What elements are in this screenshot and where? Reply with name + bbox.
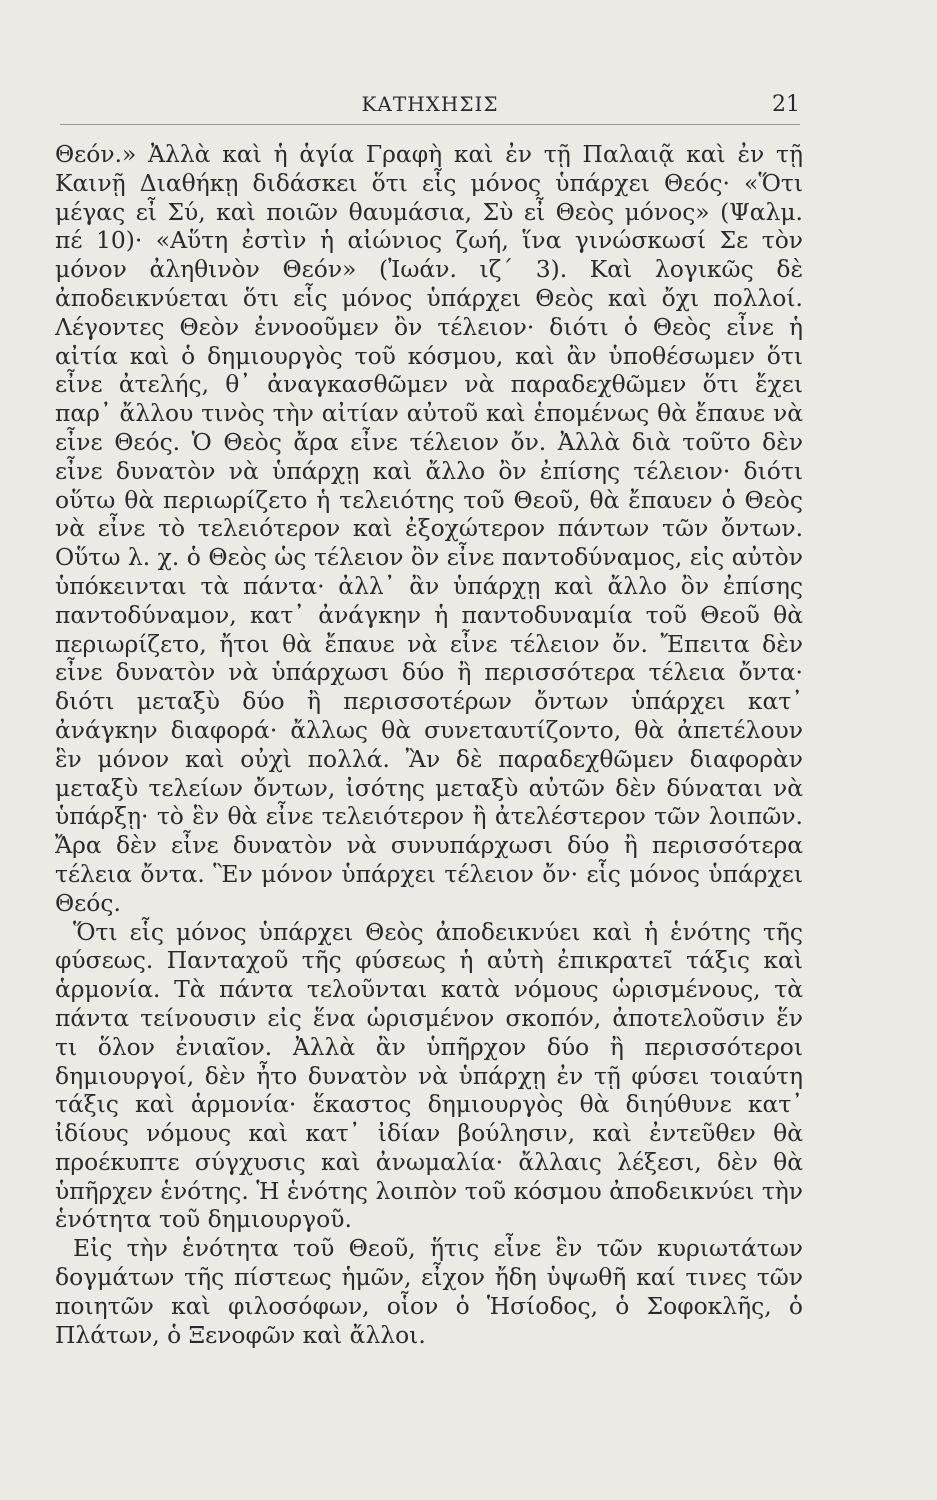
header-rule [60, 124, 800, 125]
paragraph-2: Ὅτι εἷς μόνος ὑπάρχει Θεὸς ἀποδεικνύει καὶ ἡ ἑνότης τῆς φύσεως. Πανταχοῦ τῆς φύσεως ἡ αὐτὴ ἐπικρατεῖ τάξις καὶ ἁρμονία. Τὰ πάντα τελοῦνται κατὰ νόμους ὡρισμένους, τὰ πάντα τείνουσιν εἰς ἕνα ὡρισμένον σκοπόν, ἀποτελοῦσιν ἕν τι ὅλον ἐνιαῖον. Ἀλλὰ ἂν ὑπῆρχον δύο ἢ περισσότεροι δημιουργοί, δὲν ἦτο δυνατὸν νὰ ὑπάρχῃ ἐν τῇ φύσει τοιαύτη τάξις καὶ ἁρμονία· ἕκαστος δημιουργὸς θὰ διηύθυνε κατ᾽ ἰδίους νόμους καὶ κατ᾽ ἰδίαν βούλησιν, καὶ ἐντεῦθεν θὰ προέκυπτε σύγχυσις καὶ ἀνωμαλία· ἄλλαις λέξεσι, δὲν θὰ ὑπῆρχεν ἑνότης. Ἡ ἑνότης λοιπὸν τοῦ κόσμου ἀποδεικνύει τὴν ἑνότητα τοῦ δημιουργοῦ. [55, 917, 803, 1234]
running-head: ΚΑΤΗΧΗΣΙΣ [361, 92, 499, 116]
page-number: 21 [772, 92, 800, 117]
paragraph-1: Θεόν.» Ἀλλὰ καὶ ἡ ἁγία Γραφὴ καὶ ἐν τῇ Παλαιᾷ καὶ ἐν τῇ Καινῇ Διαθήκῃ διδάσκει ὅτι εἷς μόνος ὑπάρχει Θεός· «Ὅτι μέγας εἶ Σύ, καὶ ποιῶν θαυμάσια, Σὺ εἶ Θεὸς μόνος» (Ψαλμ. πέ 10)· «Αὕτη ἐστὶν ἡ αἰώνιος ζωή, ἵνα γινώσκωσί Σε τὸν μόνον ἀληθινὸν Θεόν» (Ἰωάν. ιζ´ 3). Καὶ λογικῶς δὲ ἀποδεικνύεται ὅτι εἷς μόνος ὑπάρχει Θεὸς καὶ ὄχι πολλοί. Λέγοντες Θεὸν ἐννοοῦμεν ὂν τέλειον· διότι ὁ Θεὸς εἶνε ἡ αἰτία καὶ ὁ δημιουργὸς τοῦ κόσμου, καὶ ἂν ὑποθέσωμεν ὅτι εἶνε ἀτελής, θ᾽ ἀναγκασθῶμεν νὰ παραδεχθῶμεν ὅτι ἔχει παρ᾽ ἄλλου τινὸς τὴν αἰτίαν αὐτοῦ καὶ ἑπομένως θὰ ἔπαυε νὰ εἶνε Θεός. Ὁ Θεὸς ἄρα εἶνε τέλειον ὄν. Ἀλλὰ διὰ τοῦτο δὲν εἶνε δυνατὸν νὰ ὑπάρχῃ καὶ ἄλλο ὂν ἐπίσης τέλειον· διότι οὕτω θὰ περιωρίζετο ἡ τελειότης τοῦ Θεοῦ, θὰ ἔπαυεν ὁ Θεὸς νὰ εἶνε τὸ τελειότερον καὶ ἐξοχώτερον πάντων τῶν ὄντων. Οὕτω λ. χ. ὁ Θεὸς ὡς τέλειον ὂν εἶνε παντοδύναμος, εἰς αὐτὸν ὑπόκεινται τὰ πάντα· ἀλλ᾽ ἂν ὑπάρχῃ καὶ ἄλλο ὂν ἐπίσης παντοδύναμον, κατ᾽ ἀνάγκην ἡ παντοδυναμία τοῦ Θεοῦ θὰ περιωρίζετο, ἤτοι θὰ ἔπαυε νὰ εἶνε τέλειον ὄν. Ἔπειτα δὲν εἶνε δυνατὸν νὰ ὑπάρχωσι δύο ἢ περισσότερα τέλεια ὄντα· διότι μεταξὺ δύο ἢ περισσοτέρων ὄντων ὑπάρχει κατ᾽ ἀνάγκην διαφορά· ἄλλως θὰ συνεταυτίζοντο, θὰ ἀπετέλουν ἓν μόνον καὶ οὐχὶ πολλά. Ἂν δὲ παραδεχθῶμεν διαφορὰν μεταξὺ τελείων ὄντων, ἰσότης μεταξὺ αὐτῶν δὲν δύναται νὰ ὑπάρξῃ· τὸ ἓν θὰ εἶνε τελειότερον ἢ ἀτελέστερον τῶν λοιπῶν. Ἄρα δὲν εἶνε δυνατὸν νὰ συνυπάρχωσι δύο ἢ περισσότερα τέλεια ὄντα. Ἓν μόνον ὑπάρχει τέλειον ὄν· εἷς μόνος ὑπάρχει Θεός. [55, 140, 803, 917]
page-header [60, 92, 800, 120]
paragraph-3: Εἰς τὴν ἑνότητα τοῦ Θεοῦ, ἥτις εἶνε ἓν τῶν κυριωτάτων δογμάτων τῆς πίστεως ἡμῶν, εἶχον ἤδη ὑψωθῆ καί τινες τῶν ποιητῶν καὶ φιλοσόφων, οἷον ὁ Ἡσίοδος, ὁ Σοφοκλῆς, ὁ Πλάτων, ὁ Ξενοφῶν καὶ ἄλλοι. [55, 1234, 803, 1349]
body-text [55, 140, 803, 1349]
